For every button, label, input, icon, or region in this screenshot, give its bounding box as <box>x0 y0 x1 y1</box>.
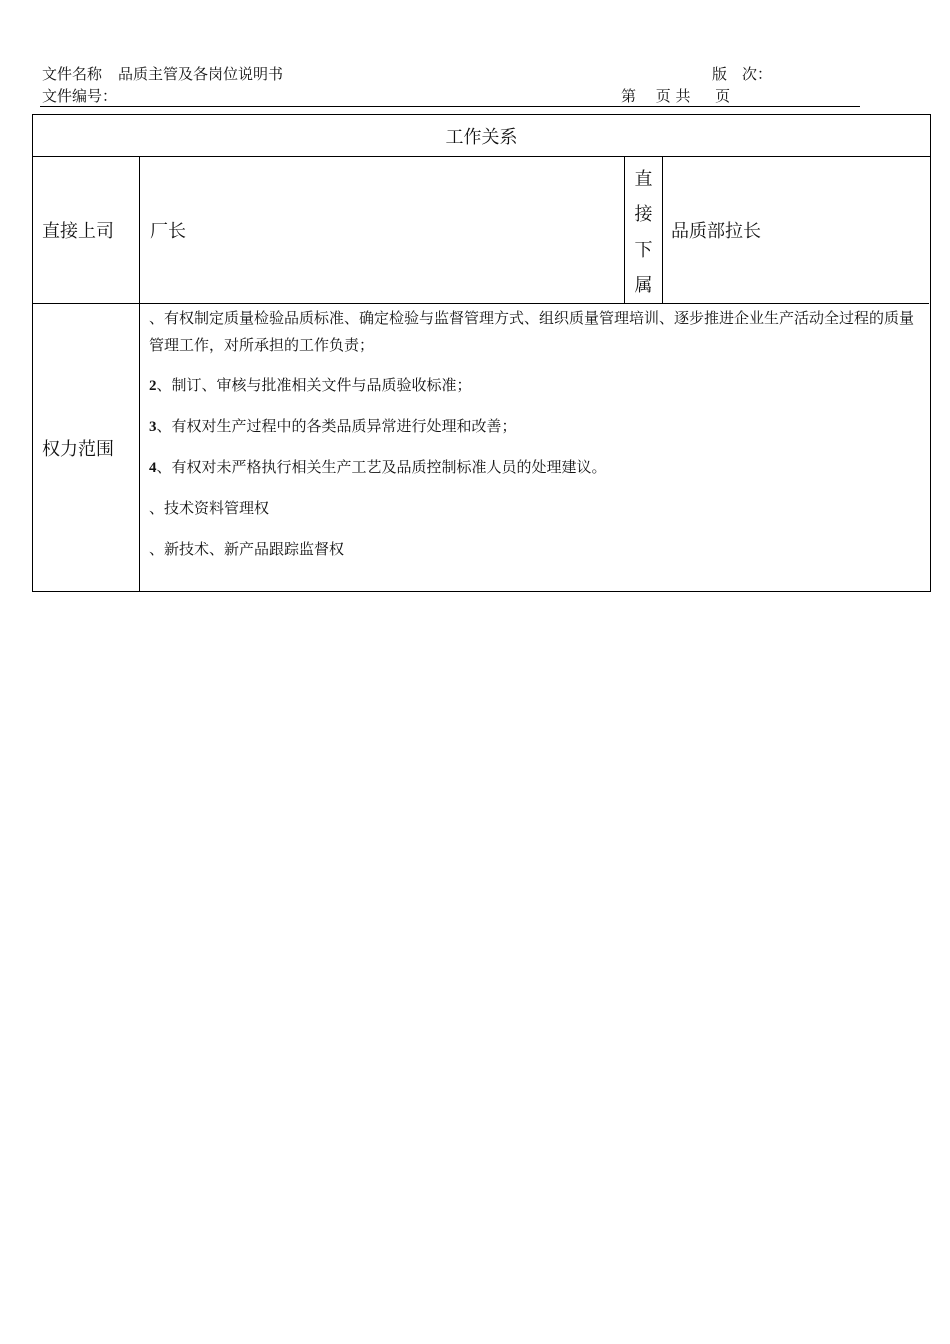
direct-subordinate-char: 接 <box>634 204 653 226</box>
table-title: 工作关系 <box>33 115 930 157</box>
authority-list <box>149 305 927 585</box>
authority-item: 、新技术、新产品跟踪监督权 <box>149 540 345 558</box>
direct-subordinate-value: 品质部拉长 <box>671 221 761 242</box>
authority-item: 4、有权对未严格执行相关生产工艺及品质控制标准人员的处理建议。 <box>149 458 607 476</box>
direct-subordinate-char: 属 <box>634 274 653 296</box>
direct-subordinate-char: 直 <box>634 169 653 190</box>
version-label: 版 次： <box>712 65 773 83</box>
file-name-label: 文件名称 <box>42 65 103 83</box>
grid-line <box>33 303 929 304</box>
grid-line <box>624 157 625 303</box>
direct-subordinate-char: 下 <box>634 239 653 261</box>
authority-item: 3、有权对生产过程中的各类品质异常进行处理和改善； <box>149 417 517 435</box>
authority-item: 、有权制定质量检验品质标准、确定检验与监督管理方式、组织质量管理培训、逐步推进企业生产活动全过程的质量管理工作，对所承担的工作负责； <box>149 309 915 354</box>
grid-line <box>139 157 140 591</box>
header-rule <box>40 106 860 107</box>
authority-item: 2、制订、审核与批准相关文件与品质验收标准； <box>149 376 472 394</box>
work-relations-table <box>32 114 931 592</box>
file-name-value: 品质主管及各岗位说明书 <box>118 65 284 83</box>
direct-subordinate-label <box>625 157 662 303</box>
direct-superior-value: 厂长 <box>150 221 186 242</box>
grid-line <box>662 157 663 303</box>
direct-superior-label: 直接上司 <box>42 221 114 242</box>
authority-label: 权力范围 <box>42 438 114 460</box>
page-counter: 第 页 共 页 <box>621 87 731 105</box>
authority-item: 、技术资料管理权 <box>149 499 270 517</box>
file-number-label: 文件编号： <box>42 87 118 105</box>
